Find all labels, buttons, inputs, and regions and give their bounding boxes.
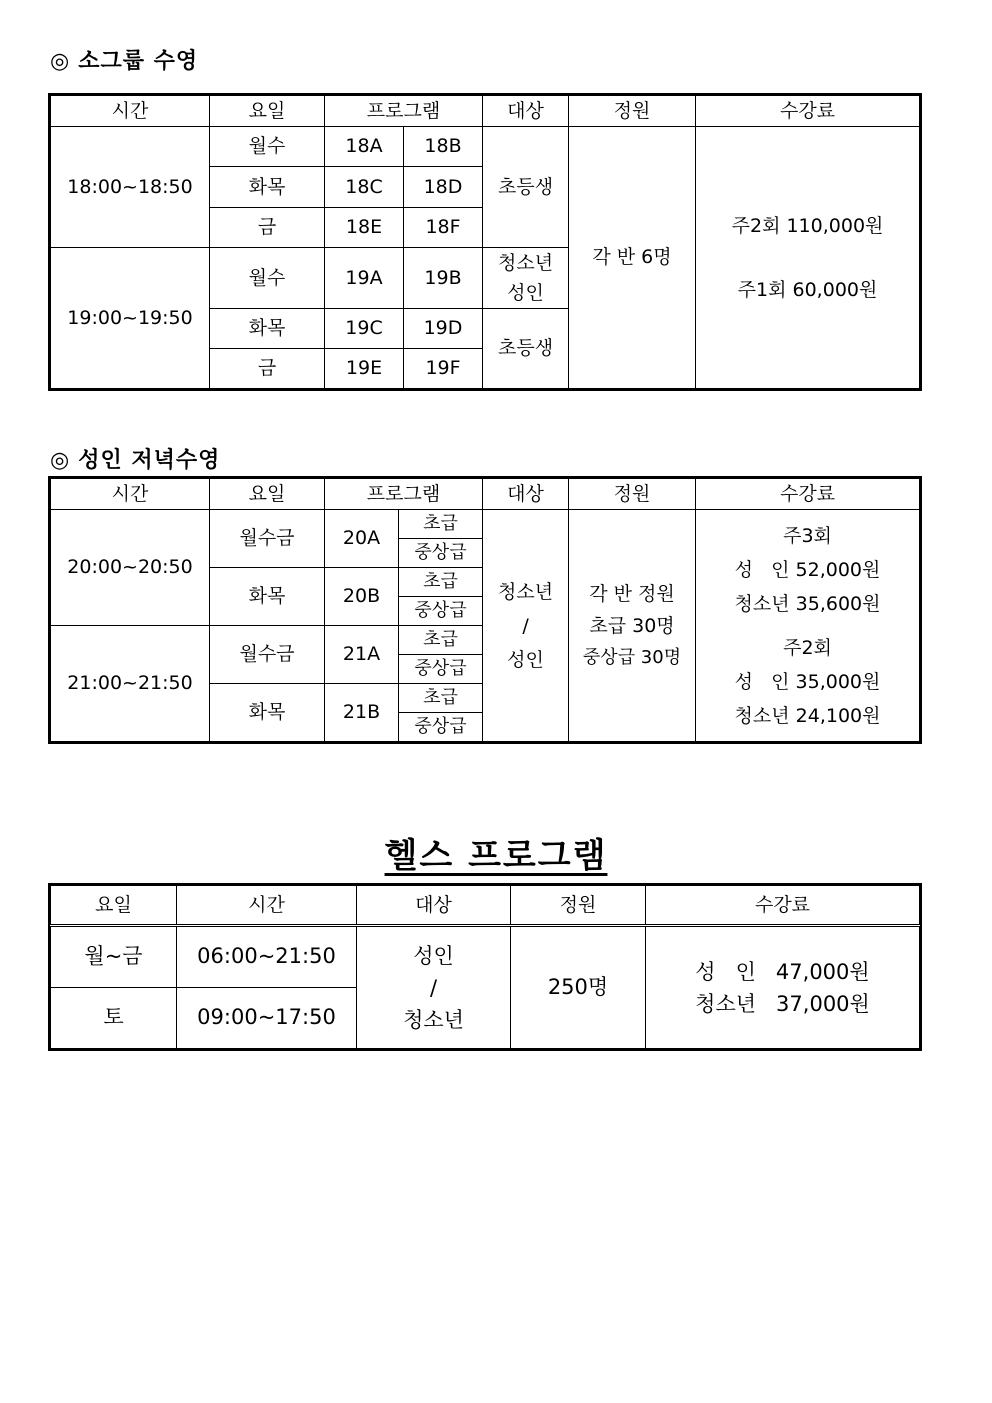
program-code-cell: 21B xyxy=(325,684,399,742)
target-youth: 청소년 xyxy=(403,1007,464,1032)
capacity-line: 각 반 정원 xyxy=(589,582,675,605)
fee-youth: 청소년 37,000원 xyxy=(695,991,870,1016)
fee-cell xyxy=(646,926,920,1049)
header-cell: 프로그램 xyxy=(325,96,483,127)
header-cell: 시간 xyxy=(51,479,210,510)
time-cell: 20:00~20:50 xyxy=(51,510,210,626)
target-cell: 초등생 xyxy=(483,127,569,248)
header-cell: 대상 xyxy=(357,886,511,926)
program-cell: 18F xyxy=(404,208,483,248)
fee-cell xyxy=(696,510,920,742)
header-cell: 수강료 xyxy=(646,886,920,926)
level-basic-cell: 초급 xyxy=(399,626,483,655)
level-basic-cell: 초급 xyxy=(399,684,483,713)
day-cell: 월수 xyxy=(210,127,325,167)
table-row xyxy=(51,926,920,988)
day-cell: 월수금 xyxy=(210,626,325,684)
double-circle-icon: ◎ xyxy=(50,49,71,74)
header-cell: 시간 xyxy=(51,96,210,127)
header-cell: 프로그램 xyxy=(325,479,483,510)
header-row xyxy=(51,886,920,926)
header-row xyxy=(51,479,920,510)
target-adult: 성인 xyxy=(507,282,544,304)
target-adult: 성인 xyxy=(507,648,544,671)
fee-adult: 성 인 47,000원 xyxy=(695,959,870,984)
header-cell: 대상 xyxy=(483,479,569,510)
target-cell xyxy=(483,248,569,309)
header-cell: 요일 xyxy=(210,479,325,510)
capacity-cell: 각 반 6명 xyxy=(569,127,696,389)
target-cell: 초등생 xyxy=(483,309,569,389)
header-cell: 요일 xyxy=(210,96,325,127)
capacity-cell: 250명 xyxy=(511,926,646,1049)
day-cell: 화목 xyxy=(210,568,325,626)
section-heading-small-group xyxy=(50,44,198,75)
section-title: 소그룹 수영 xyxy=(78,49,199,74)
table-row xyxy=(51,127,920,167)
header-row xyxy=(51,96,920,127)
program-cell: 18B xyxy=(404,127,483,167)
header-cell: 정원 xyxy=(569,479,696,510)
program-cell: 18D xyxy=(404,167,483,208)
day-cell: 토 xyxy=(51,988,177,1049)
time-cell: 09:00~17:50 xyxy=(177,988,357,1049)
day-cell: 월수 xyxy=(210,248,325,309)
program-cell: 18A xyxy=(325,127,404,167)
target-slash: / xyxy=(429,975,438,1000)
program-code-cell: 20A xyxy=(325,510,399,568)
program-cell: 19B xyxy=(404,248,483,309)
section-heading-adult-evening xyxy=(50,443,220,474)
header-cell: 시간 xyxy=(177,886,357,926)
target-youth: 청소년 xyxy=(497,252,554,274)
program-cell: 18E xyxy=(325,208,404,248)
capacity-cell xyxy=(569,510,696,742)
program-cell: 18C xyxy=(325,167,404,208)
level-mid-cell: 중상급 xyxy=(399,597,483,626)
capacity-line: 중상급 30명 xyxy=(582,646,682,668)
program-cell: 19F xyxy=(404,349,483,389)
health-title-text: 헬스 프로그램 xyxy=(384,836,608,876)
day-cell: 금 xyxy=(210,208,325,248)
program-code-cell: 21A xyxy=(325,626,399,684)
fee-three-times-youth: 청소년 35,600원 xyxy=(734,592,881,615)
adult-evening-swim-table xyxy=(50,478,920,742)
time-cell: 21:00~21:50 xyxy=(51,626,210,742)
header-cell: 수강료 xyxy=(696,479,920,510)
day-cell: 화목 xyxy=(210,167,325,208)
day-cell: 화목 xyxy=(210,684,325,742)
target-slash: / xyxy=(522,614,529,637)
fee-three-times-adult: 성 인 52,000원 xyxy=(734,558,881,581)
level-mid-cell: 중상급 xyxy=(399,655,483,684)
double-circle-icon: ◎ xyxy=(50,448,71,473)
fee-three-times-label: 주3회 xyxy=(783,524,832,547)
day-cell: 월~금 xyxy=(51,926,177,988)
health-program-title xyxy=(0,828,992,877)
time-cell: 18:00~18:50 xyxy=(51,127,210,248)
section-title: 성인 저녁수영 xyxy=(78,448,221,473)
level-mid-cell: 중상급 xyxy=(399,713,483,742)
time-cell: 19:00~19:50 xyxy=(51,248,210,389)
fee-once-weekly: 주1회 60,000원 xyxy=(737,278,878,301)
day-cell: 월수금 xyxy=(210,510,325,568)
fee-twice-weekly: 주2회 110,000원 xyxy=(731,214,884,237)
table-row xyxy=(51,510,920,539)
program-cell: 19A xyxy=(325,248,404,309)
header-cell: 정원 xyxy=(511,886,646,926)
header-cell: 요일 xyxy=(51,886,177,926)
capacity-line: 초급 30명 xyxy=(589,614,675,637)
health-program-table xyxy=(50,885,920,1049)
fee-twice-adult: 성 인 35,000원 xyxy=(734,670,881,693)
program-cell: 19C xyxy=(325,309,404,349)
program-cell: 19E xyxy=(325,349,404,389)
level-basic-cell: 초급 xyxy=(399,510,483,539)
fee-cell xyxy=(696,127,920,389)
level-basic-cell: 초급 xyxy=(399,568,483,597)
target-adult: 성인 xyxy=(413,943,454,968)
target-cell xyxy=(357,926,511,1049)
time-cell: 06:00~21:50 xyxy=(177,926,357,988)
day-cell: 화목 xyxy=(210,309,325,349)
level-mid-cell: 중상급 xyxy=(399,539,483,568)
small-group-swim-table xyxy=(50,95,920,389)
target-youth: 청소년 xyxy=(497,580,554,603)
day-cell: 금 xyxy=(210,349,325,389)
fee-twice-youth: 청소년 24,100원 xyxy=(734,704,881,727)
target-cell xyxy=(483,510,569,742)
header-cell: 수강료 xyxy=(696,96,920,127)
header-cell: 대상 xyxy=(483,96,569,127)
program-code-cell: 20B xyxy=(325,568,399,626)
program-cell: 19D xyxy=(404,309,483,349)
header-cell: 정원 xyxy=(569,96,696,127)
fee-twice-label: 주2회 xyxy=(783,636,832,659)
